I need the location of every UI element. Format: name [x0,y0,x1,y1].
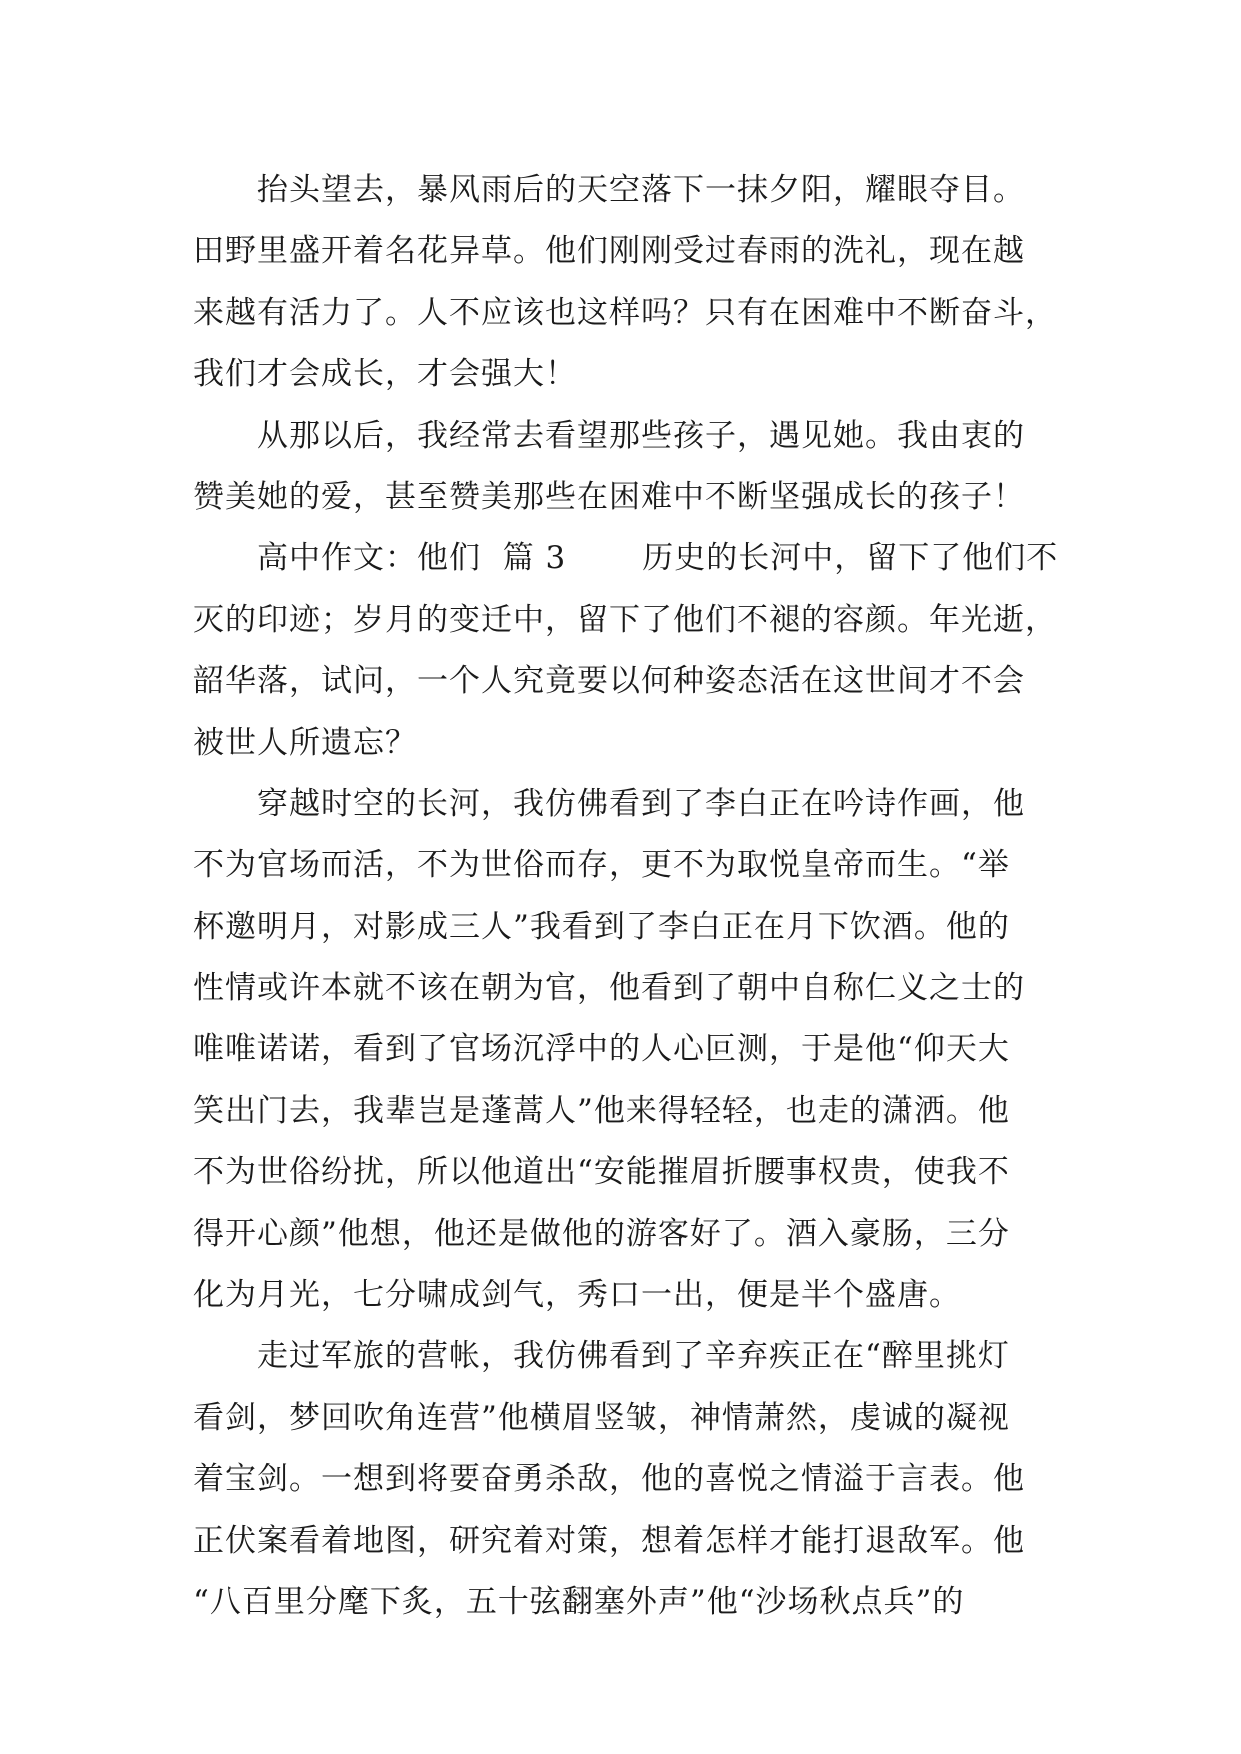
paragraph-line: 抬头望去，暴风雨后的天空落下一抹夕阳，耀眼夺目。 [257,172,1025,208]
paragraph-line: 得开心颜”他想，他还是做他的游客好了。酒入豪肠，三分 [193,1215,1010,1252]
paragraph-line: 着宝剑。一想到将要奋勇杀敌，他的喜悦之情溢于言表。他 [193,1461,1025,1498]
paragraph-line: 穿越时空的长河，我仿佛看到了李白正在吟诗作画，他 [257,785,1025,822]
paragraph-line: 性情或许本就不该在朝为官，他看到了朝中自称仁义之士的 [193,970,1025,1007]
paragraph-line: 被世人所遗忘？ [193,724,417,761]
essay-body [193,160,1093,1633]
paragraph-line: 灭的印迹；岁月的变迁中，留下了他们不褪的容颜。年光逝， [193,601,1057,638]
paragraph-line: 来越有活力了。人不应该也这样吗？只有在困难中不断奋斗， [193,294,1057,331]
paragraph-line: 不为世俗纷扰，所以他道出“安能摧眉折腰事权贵，使我不 [193,1154,1010,1191]
paragraph-line: 不为官场而活，不为世俗而存，更不为取悦皇帝而生。“举 [193,847,1010,884]
paragraph-line: 正伏案看着地图，研究着对策，想着怎样才能打退敌军。他 [193,1522,1025,1559]
paragraph-line: 赞美她的爱，甚至赞美那些在困难中不断坚强成长的孩子！ [193,478,1025,515]
paragraph-line: 看剑，梦回吹角连营”他横眉竖皱，神情萧然，虔诚的凝视 [193,1399,1010,1436]
paragraph-line: 笑出门去，我辈岂是蓬蒿人”他来得轻轻，也走的潇洒。他 [193,1092,1010,1129]
paragraph-line: 化为月光，七分啸成剑气，秀口一出，便是半个盛唐。 [193,1277,961,1314]
paragraph-line: 走过军旅的营帐，我仿佛看到了辛弃疾正在“醉里挑灯 [257,1338,1010,1375]
paragraph-line: 田野里盛开着名花异草。他们刚刚受过春雨的洗礼，现在越 [193,233,1025,270]
paragraph-line: 我们才会成长，才会强大！ [193,356,577,393]
paragraph-line: “八百里分麾下炙，五十弦翻塞外声”他“沙场秋点兵”的 [193,1583,965,1620]
paragraph-line: 唯唯诺诺，看到了官场沉浮中的人心叵测，于是他“仰天大 [193,1031,1010,1068]
paragraph-line: 韶华落，试问，一个人究竟要以何种姿态活在这世间才不会 [193,663,1025,700]
paragraph-line: 从那以后，我经常去看望那些孩子，遇见她。我由衷的 [257,417,1025,454]
paragraph-line: 杯邀明月，对影成三人”我看到了李白正在月下饮酒。他的 [193,908,1010,945]
section-heading-line: 高中作文：他们 篇 3 历史的长河中，留下了他们不 [257,540,1059,577]
